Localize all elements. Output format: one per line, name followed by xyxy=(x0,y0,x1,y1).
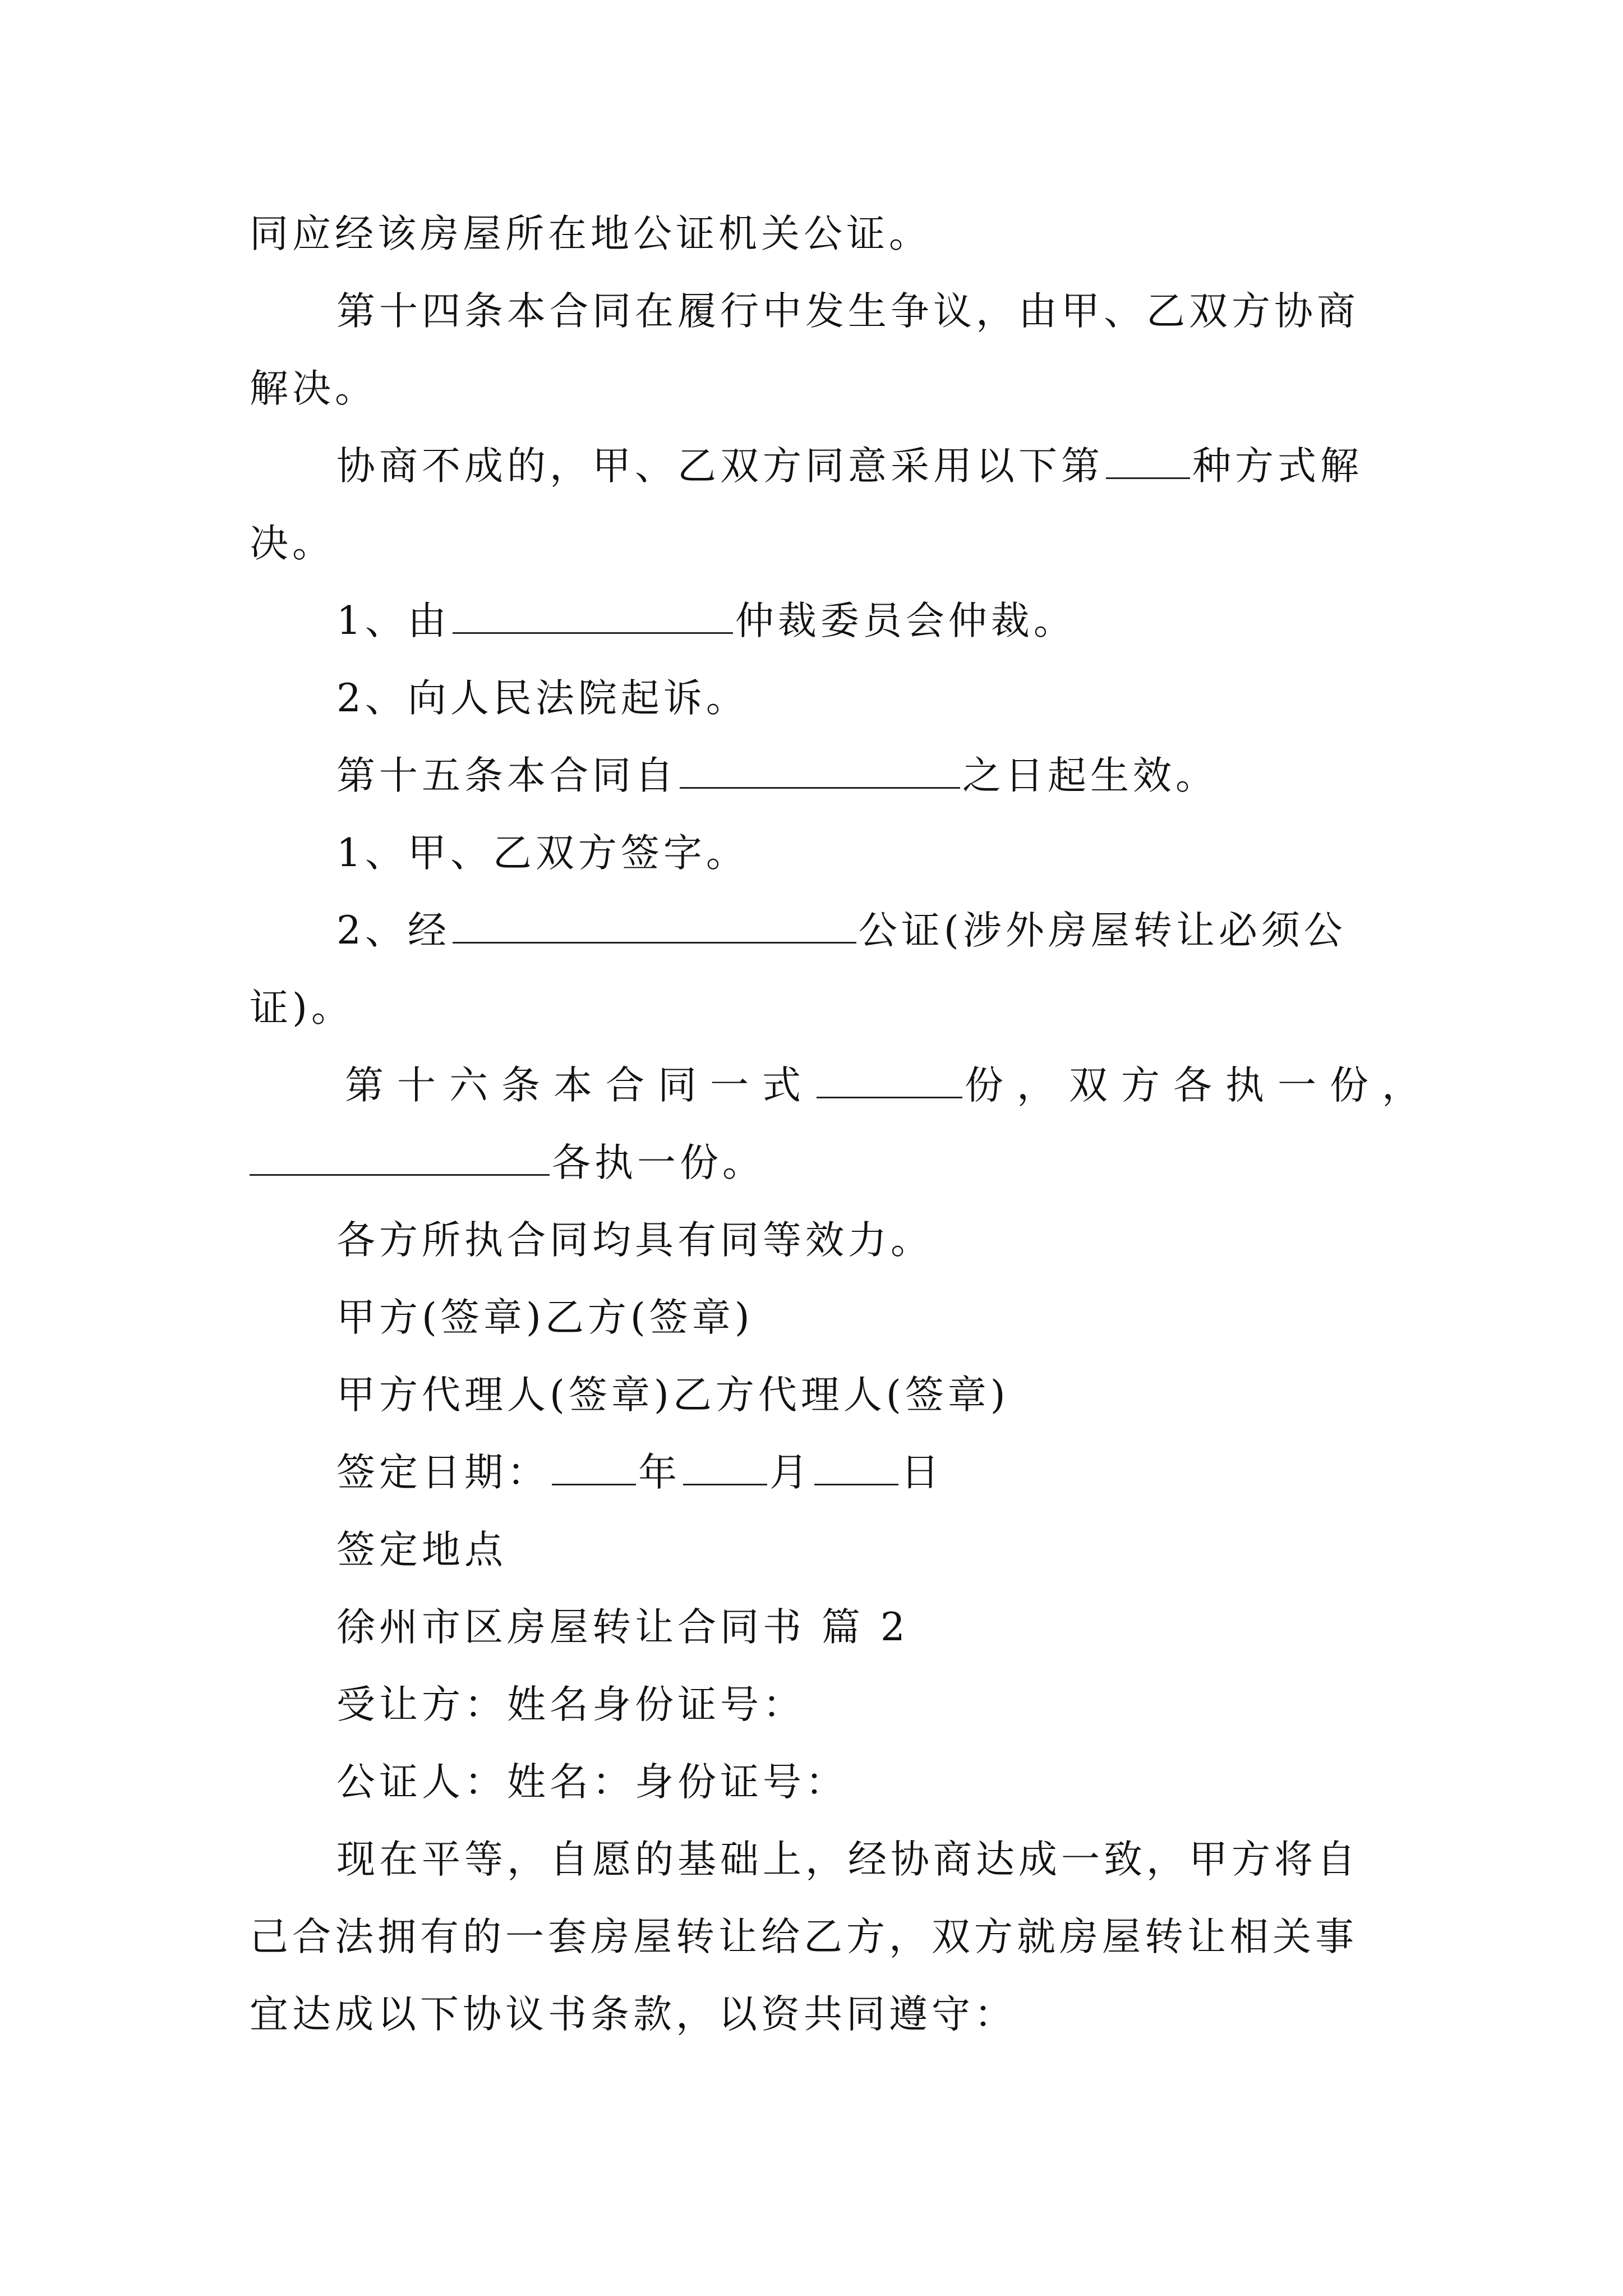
fill-blank xyxy=(683,1449,767,1485)
text: 解决。 xyxy=(250,366,377,411)
text: 第十四条本合同在履行中发生争议，由甲、乙双方协商 xyxy=(336,289,1359,334)
text: 1、由 xyxy=(336,599,450,643)
text-line xyxy=(250,516,1388,572)
fill-blank xyxy=(1106,443,1190,479)
fill-blank xyxy=(814,1449,898,1485)
text-line xyxy=(250,1135,1388,1191)
text: 签定日期： xyxy=(336,1450,550,1495)
article-14 xyxy=(336,283,1388,339)
text: 公证人：姓名：身份证号： xyxy=(336,1760,848,1805)
text: 仲裁委员会仲裁。 xyxy=(735,599,1076,643)
text: 各执一份。 xyxy=(552,1140,765,1185)
text-line xyxy=(336,593,1388,649)
text: 甲方代理人(签章)乙方代理人(签章) xyxy=(336,1373,1009,1418)
fill-blank xyxy=(680,752,960,789)
agent-signature-line xyxy=(336,1367,1388,1423)
signature-line xyxy=(336,1290,1388,1346)
text: 之日起生效。 xyxy=(962,753,1218,798)
text: 徐州市区房屋转让合同书 篇 2 xyxy=(336,1605,909,1650)
text: 第十五条本合同自 xyxy=(336,753,677,798)
text-line xyxy=(250,1909,1388,1965)
text: 签定地点 xyxy=(336,1527,507,1572)
text-line xyxy=(336,1754,1388,1810)
text: 2、经 xyxy=(336,908,450,953)
text: 协商不成的，甲、乙双方同意采用以下第 xyxy=(336,444,1104,489)
section-title xyxy=(336,1599,1388,1655)
text-line xyxy=(336,1832,1388,1888)
text: 种方式解 xyxy=(1192,444,1363,489)
text: 年 xyxy=(638,1450,681,1495)
text-line xyxy=(250,206,1388,262)
fill-blank xyxy=(817,1062,962,1098)
text: 日 xyxy=(901,1450,943,1495)
text-line xyxy=(336,670,1388,726)
text-line xyxy=(336,825,1388,881)
text: 决。 xyxy=(250,521,335,566)
text-line xyxy=(336,903,1388,959)
text: 份，双方各执一份， xyxy=(965,1063,1434,1108)
fill-blank xyxy=(453,907,856,944)
fill-blank xyxy=(250,1139,550,1176)
text: 证)。 xyxy=(250,986,354,1030)
text: 月 xyxy=(769,1450,812,1495)
text: 现在平等，自愿的基础上，经协商达成一致，甲方将自 xyxy=(336,1837,1359,1882)
fill-blank xyxy=(453,597,733,634)
text: 宜达成以下协议书条款，以资共同遵守： xyxy=(250,1992,1017,2037)
fill-blank xyxy=(552,1449,636,1485)
text-line xyxy=(336,1212,1388,1268)
text: 甲方(签章)乙方(签章) xyxy=(336,1295,754,1340)
signing-place xyxy=(336,1522,1388,1578)
article-16 xyxy=(345,1057,1434,1114)
text: 公证(涉外房屋转让必须公 xyxy=(858,908,1347,953)
signing-date xyxy=(336,1444,1388,1501)
text-line xyxy=(250,980,1388,1036)
text: 受让方：姓名身份证号： xyxy=(336,1682,805,1727)
text-line xyxy=(250,361,1388,417)
text-line xyxy=(336,1677,1388,1733)
text: 各方所执合同均具有同等效力。 xyxy=(336,1218,933,1263)
text-line xyxy=(250,1986,1388,2042)
text: 1、甲、乙双方签字。 xyxy=(336,831,749,876)
article-15 xyxy=(336,748,1388,804)
text: 第十六条本合同一式 xyxy=(345,1063,814,1108)
text-line xyxy=(336,438,1388,494)
text: 2、向人民法院起诉。 xyxy=(336,676,749,721)
text: 己合法拥有的一套房屋转让给乙方，双方就房屋转让相关事 xyxy=(250,1915,1358,1959)
text: 同应经该房屋所在地公证机关公证。 xyxy=(250,211,932,256)
